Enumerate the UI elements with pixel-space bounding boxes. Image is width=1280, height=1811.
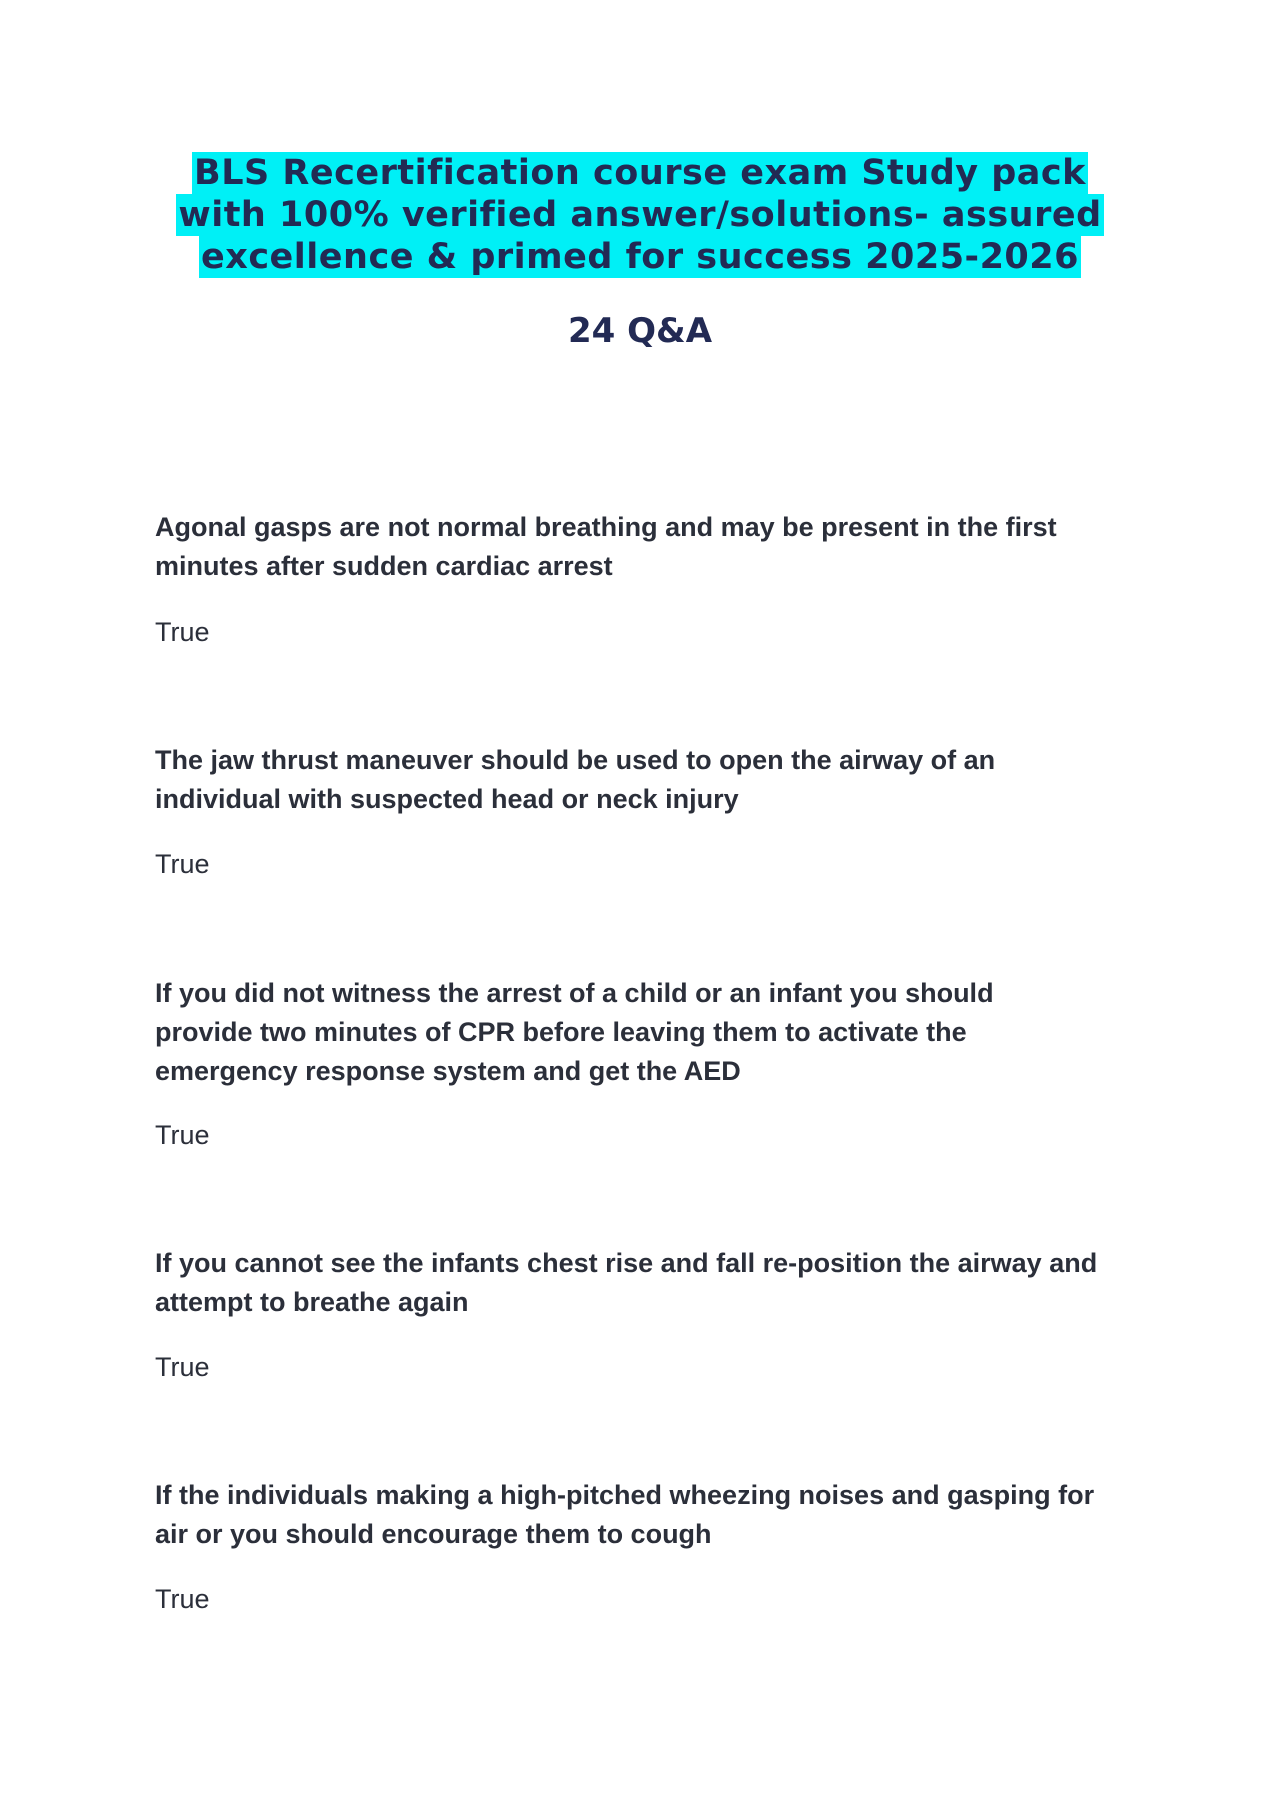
qa-item-2 bbox=[155, 741, 1115, 879]
question-text: If the individuals making a high-pitched wheezing noises and gasping for air or you should encourage them to cough bbox=[155, 1480, 1095, 1549]
document-title bbox=[150, 152, 1130, 278]
qa-item-3 bbox=[155, 974, 1115, 1150]
title-line-2: with 100% verified answer/solutions- assured bbox=[178, 195, 1102, 235]
answer-text: True bbox=[155, 849, 210, 879]
title-line-1: BLS Recertification course exam Study pack bbox=[194, 153, 1086, 193]
title-line-3: excellence & primed for success 2025-2026 bbox=[201, 237, 1079, 277]
qa-item-5 bbox=[155, 1476, 1115, 1614]
answer-text: True bbox=[155, 1352, 210, 1382]
question-text: If you cannot see the infants chest rise and fall re-position the airway and attempt to breathe again bbox=[155, 1248, 1098, 1317]
document-subtitle: 24 Q&A bbox=[567, 311, 713, 351]
question-text: The jaw thrust maneuver should be used to open the airway of an individual with suspected head or neck injury bbox=[155, 745, 996, 814]
answer-text: True bbox=[155, 617, 210, 647]
answer-text: True bbox=[155, 1120, 210, 1150]
qa-item-1 bbox=[155, 508, 1115, 647]
answer-text: True bbox=[155, 1584, 210, 1614]
qa-item-4 bbox=[155, 1244, 1115, 1382]
question-text: If you did not witness the arrest of a child or an infant you should provide two minutes of CPR before leaving them to activate the emergency response system and get the AED bbox=[155, 978, 994, 1086]
question-text: Agonal gasps are not normal breathing and may be present in the first minutes after sudden cardiac arrest bbox=[155, 512, 1057, 581]
